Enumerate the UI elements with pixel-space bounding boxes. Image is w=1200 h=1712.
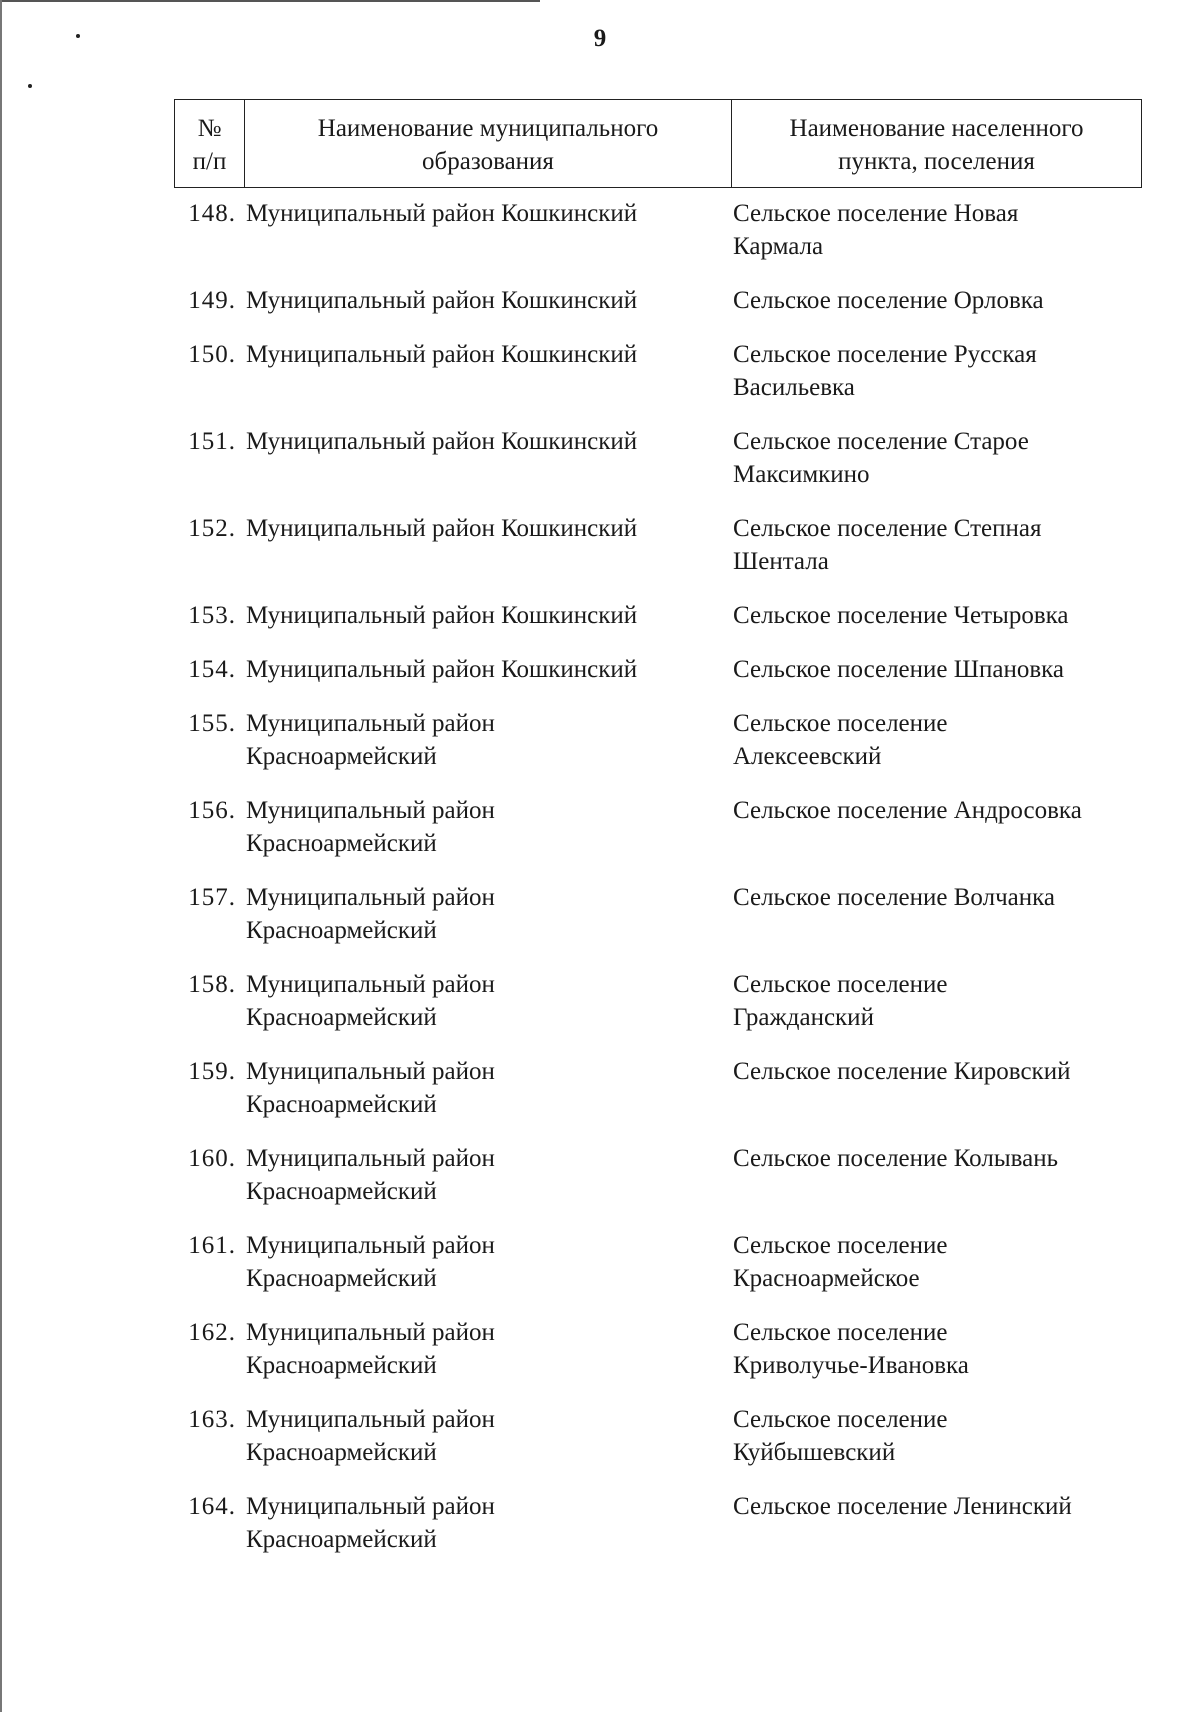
- row-municipality: Муниципальный район Красноармейский: [246, 710, 495, 770]
- row-settlement: Сельское поселение Алексеевский: [733, 710, 948, 770]
- header-number: [175, 100, 245, 187]
- page-number: 9: [593, 25, 607, 52]
- header-municipality-label: Наименование муниципального образования: [317, 114, 659, 175]
- row-municipality: Муниципальный район Красноармейский: [246, 1232, 495, 1292]
- row-municipality: Муниципальный район Кошкинский: [246, 287, 638, 314]
- table-row: [174, 653, 1142, 686]
- table-row: [174, 707, 1142, 773]
- row-municipality: Муниципальный район Красноармейский: [246, 884, 495, 944]
- row-settlement: Сельское поселение Новая Кармала: [733, 200, 1019, 260]
- table-row: [174, 1490, 1142, 1556]
- row-number: 160.: [188, 1145, 236, 1172]
- table-row: [174, 284, 1142, 317]
- header-number-label: № п/п: [192, 114, 227, 175]
- row-number: 155.: [188, 710, 236, 737]
- row-municipality: Муниципальный район Кошкинский: [246, 602, 638, 629]
- table-row: [174, 512, 1142, 578]
- table-row: [174, 1055, 1142, 1121]
- row-settlement: Сельское поселение Волчанка: [733, 884, 1055, 911]
- row-municipality: Муниципальный район Кошкинский: [246, 515, 638, 542]
- row-number: 149.: [188, 287, 236, 314]
- row-municipality: Муниципальный район Красноармейский: [246, 797, 495, 857]
- row-settlement: Сельское поселение Криволучье-Ивановка: [733, 1319, 969, 1379]
- row-number: 150.: [188, 341, 236, 368]
- row-settlement: Сельское поселение Колывань: [733, 1145, 1058, 1172]
- table-row: [174, 338, 1142, 404]
- row-settlement: Сельское поселение Кировский: [733, 1058, 1071, 1085]
- header-municipality: [245, 100, 732, 187]
- table-row: [174, 425, 1142, 491]
- table-row: [174, 881, 1142, 947]
- row-number: 148.: [188, 200, 236, 227]
- row-settlement: Сельское поселение Красноармейское: [733, 1232, 948, 1292]
- table-header: [174, 99, 1142, 188]
- table-row: [174, 968, 1142, 1034]
- row-number: 164.: [188, 1493, 236, 1520]
- row-number: 154.: [188, 656, 236, 683]
- row-number: 156.: [188, 797, 236, 824]
- row-settlement: Сельское поселение Гражданский: [733, 971, 948, 1031]
- table-row: [174, 197, 1142, 263]
- row-settlement: Сельское поселение Куйбышевский: [733, 1406, 948, 1466]
- row-municipality: Муниципальный район Красноармейский: [246, 1319, 495, 1379]
- row-settlement: Сельское поселение Старое Максимкино: [733, 428, 1029, 488]
- scan-top-edge: [0, 0, 540, 2]
- row-municipality: Муниципальный район Кошкинский: [246, 200, 638, 227]
- row-number: 163.: [188, 1406, 236, 1433]
- row-municipality: Муниципальный район Красноармейский: [246, 1406, 495, 1466]
- row-settlement: Сельское поселение Шпановка: [733, 656, 1064, 683]
- row-municipality: Муниципальный район Красноармейский: [246, 1145, 495, 1205]
- row-municipality: Муниципальный район Кошкинский: [246, 428, 638, 455]
- row-municipality: Муниципальный район Красноармейский: [246, 1058, 495, 1118]
- row-number: 153.: [188, 602, 236, 629]
- row-municipality: Муниципальный район Красноармейский: [246, 971, 495, 1031]
- row-number: 161.: [188, 1232, 236, 1259]
- row-settlement: Сельское поселение Орловка: [733, 287, 1044, 314]
- row-settlement: Сельское поселение Русская Васильевка: [733, 341, 1037, 401]
- scan-left-edge: [0, 0, 2, 1712]
- table-body: [174, 197, 1142, 1577]
- row-settlement: Сельское поселение Четыровка: [733, 602, 1069, 629]
- table-row: [174, 1403, 1142, 1469]
- table-row: [174, 1316, 1142, 1382]
- row-settlement: Сельское поселение Андросовка: [733, 797, 1082, 824]
- row-number: 158.: [188, 971, 236, 998]
- row-municipality: Муниципальный район Кошкинский: [246, 656, 638, 683]
- row-number: 157.: [188, 884, 236, 911]
- row-settlement: Сельское поселение Ленинский: [733, 1493, 1072, 1520]
- row-settlement: Сельское поселение Степная Шентала: [733, 515, 1042, 575]
- row-number: 151.: [188, 428, 236, 455]
- header-settlement-label: Наименование населенного пункта, поселения: [789, 114, 1084, 175]
- row-number: 162.: [188, 1319, 236, 1346]
- row-number: 159.: [188, 1058, 236, 1085]
- scan-speck: [28, 84, 32, 88]
- table-row: [174, 1142, 1142, 1208]
- table-row: [174, 599, 1142, 632]
- header-settlement: [732, 100, 1141, 187]
- table-row: [174, 1229, 1142, 1295]
- row-number: 152.: [188, 515, 236, 542]
- row-municipality: Муниципальный район Кошкинский: [246, 341, 638, 368]
- table-row: [174, 794, 1142, 860]
- row-municipality: Муниципальный район Красноармейский: [246, 1493, 495, 1553]
